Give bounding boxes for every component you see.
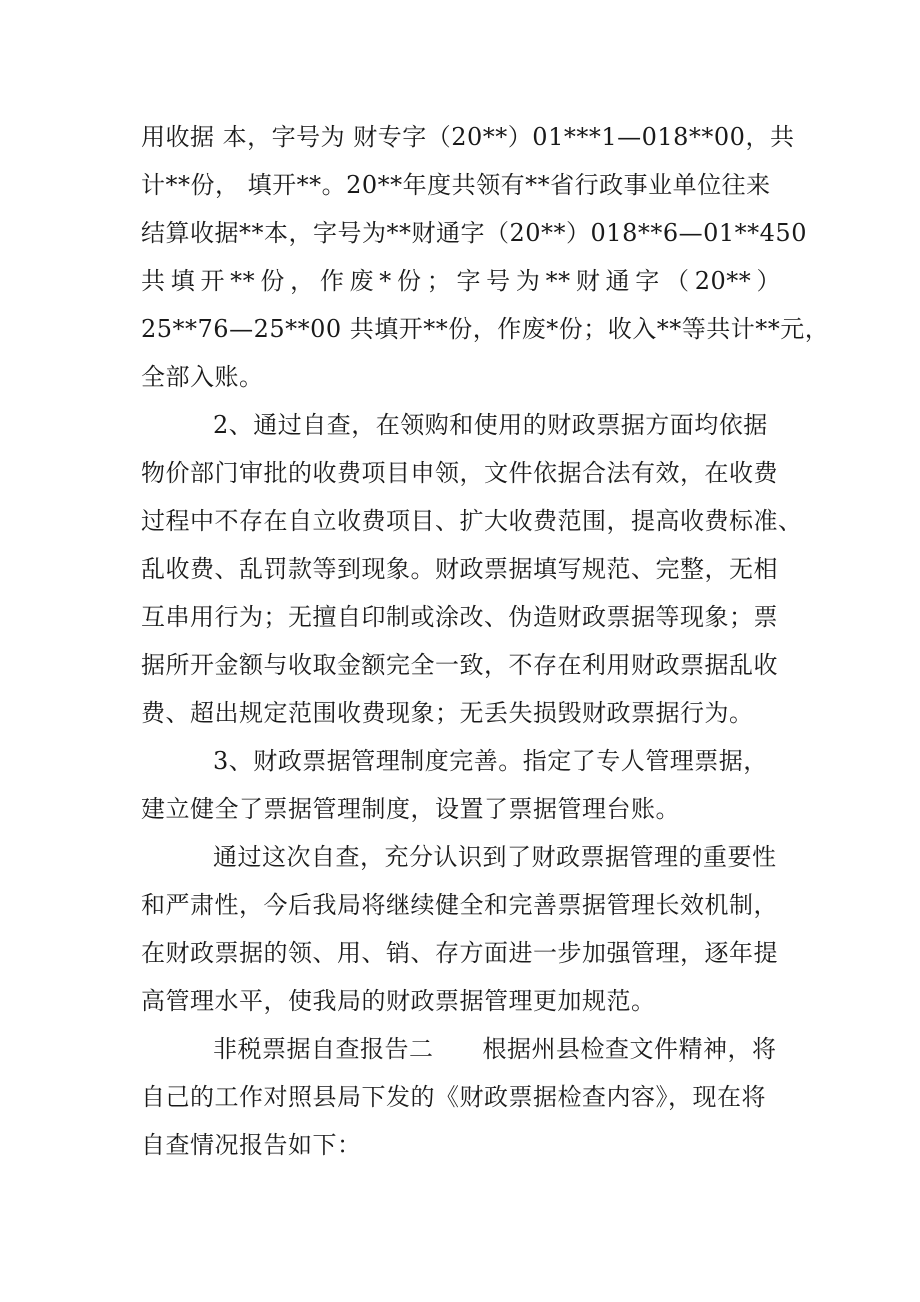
text-line: 用收据 本，字号为 财专字（20**）01***1—018**00，共 bbox=[141, 123, 795, 151]
text-line: 共填开**份，作废*份；字号为**财通字（20**） bbox=[141, 267, 781, 295]
document-body bbox=[141, 113, 830, 1169]
text-line: 物价部门审批的收费项目申领，文件依据合法有效，在收费 bbox=[141, 459, 778, 487]
text-line: 结算收据**本，字号为**财通字（20**）018**6—01**450 bbox=[141, 219, 807, 247]
text-line: 全部入账。 bbox=[141, 363, 264, 391]
text-line: 自己的工作对照县局下发的《财政票据检查内容》，现在将 bbox=[141, 1083, 766, 1111]
conclusion-first-line: 通过这次自查，充分认识到了财政票据管理的重要性 bbox=[213, 843, 777, 871]
text-line: 自查情况报告如下： bbox=[141, 1131, 362, 1159]
text-line: 乱收费、乱罚款等到现象。财政票据填写规范、完整，无相 bbox=[141, 555, 778, 583]
text-line: 过程中不存在自立收费项目、扩大收费范围，提高收费标准、 bbox=[141, 507, 803, 535]
text-line: 计**份， 填开**。20**年度共领有**省行政事业单位往来 bbox=[141, 171, 771, 199]
paragraph-3-first-line: 3、财政票据管理制度完善。指定了专人管理票据， bbox=[213, 747, 768, 775]
text-line: 建立健全了票据管理制度，设置了票据管理台账。 bbox=[141, 795, 680, 823]
text-line: 费、超出规定范围收费现象；无丢失损毁财政票据行为。 bbox=[141, 699, 754, 727]
report-two-first-line: 非税票据自查报告二 根据州县检查文件精神，将 bbox=[213, 1035, 777, 1063]
text-line: 和严肃性，今后我局将继续健全和完善票据管理长效机制， bbox=[141, 891, 778, 919]
text-line: 互串用行为；无擅自印制或涂改、伪造财政票据等现象；票 bbox=[141, 603, 778, 631]
text-line: 25**76—25**00 共填开**份，作废*份；收入**等共计**元， bbox=[141, 315, 830, 343]
text-line: 在财政票据的领、用、销、存方面进一步加强管理，逐年提 bbox=[141, 939, 778, 967]
text-line: 据所开金额与收取金额完全一致，不存在利用财政票据乱收 bbox=[141, 651, 778, 679]
text-line: 高管理水平，使我局的财政票据管理更加规范。 bbox=[141, 987, 656, 1015]
paragraph-2-first-line: 2、通过自查，在领购和使用的财政票据方面均依据 bbox=[213, 411, 768, 439]
